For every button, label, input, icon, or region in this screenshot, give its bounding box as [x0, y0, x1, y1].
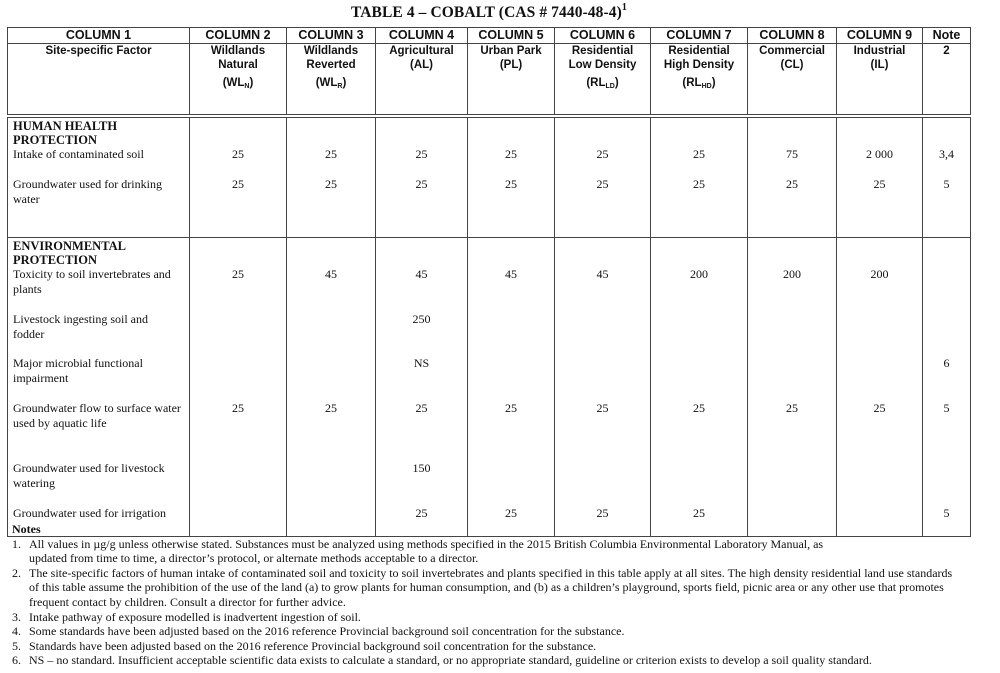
section-title-spacer [837, 118, 922, 147]
land-use-label: (AL) [410, 59, 433, 71]
value-column-cell [468, 116, 555, 238]
abbr-text: (WL [222, 77, 245, 89]
column-header: COLUMN 7 [651, 28, 748, 44]
section-title-spacer [555, 118, 650, 147]
section-title-spacer [468, 118, 554, 147]
land-use-label: Residential [668, 45, 730, 57]
land-use-label: Natural [218, 59, 258, 71]
note-text: Intake pathway of exposure modelled is inadvertent ingestion of soil. [29, 609, 361, 624]
standard-value: 25 [232, 401, 244, 415]
column-header: COLUMN 6 [555, 28, 651, 44]
note-text: Some standards have been adjusted based on the 2016 reference Provincial background soil concentration for the substance. [29, 624, 625, 639]
abbr-text: (WL [315, 77, 338, 89]
abbr-subscript: N [244, 83, 250, 90]
standard-value [837, 356, 922, 401]
column-header: COLUMN 4 [376, 28, 468, 44]
land-use-label: Low Density [568, 59, 637, 71]
standard-value: 250 [412, 312, 431, 326]
title-footnote-ref: 1 [621, 2, 628, 13]
column-header: COLUMN 2 [190, 28, 287, 44]
note-ref: 6 [943, 356, 950, 370]
land-use-label: (CL) [780, 59, 804, 71]
section-row [8, 116, 971, 238]
cobalt-standards-table [7, 27, 971, 537]
standard-value: 25 [873, 177, 886, 191]
standard-value: 25 [505, 401, 517, 415]
section-title-spacer [923, 118, 970, 147]
column-header: COLUMN 8 [748, 28, 837, 44]
factor-label: Groundwater used for irrigation [13, 506, 166, 520]
standard-value [287, 461, 375, 506]
column-header: COLUMN 9 [837, 28, 923, 44]
land-use-header [837, 44, 923, 117]
note-ref [923, 312, 970, 356]
standard-value [287, 312, 375, 356]
column-number-row [8, 28, 971, 44]
standard-value: 25 [232, 147, 244, 161]
note-text: All values in µg/g unless otherwise stated. Substances must be analyzed using methods specified in the 2015 British Columbia Environmental Laboratory Manual, as [29, 536, 824, 551]
land-use-header [8, 44, 190, 117]
standard-value: 25 [232, 267, 244, 281]
note-text-continued: updated from time to time, a director’s protocol, or alternate methods acceptable to a director. [29, 551, 479, 566]
land-use-label: High Density [663, 59, 735, 71]
standard-value: 25 [596, 506, 609, 520]
abbr-subscript: R [337, 83, 343, 90]
column-header: Note [923, 28, 971, 44]
table-title [0, 3, 978, 22]
land-use-label: Agricultural [389, 45, 454, 57]
note-item [12, 624, 987, 639]
note-ref: 3,4 [939, 147, 954, 161]
note-cell [923, 116, 971, 238]
column-header: COLUMN 5 [468, 28, 555, 44]
standard-value: 25 [693, 177, 705, 191]
standard-value: 25 [596, 401, 609, 415]
land-use-header [287, 44, 376, 117]
standard-value [468, 356, 554, 401]
standard-value: 25 [325, 147, 337, 161]
section-title-spacer [555, 238, 650, 267]
standard-value: 25 [596, 147, 609, 161]
standard-value [555, 356, 650, 401]
section-title-spacer [376, 238, 467, 267]
section-title-spacer [376, 118, 467, 147]
standard-value: 25 [415, 177, 428, 191]
value-column-cell [287, 238, 376, 537]
abbr-close: ) [249, 77, 254, 89]
standard-value: 25 [415, 147, 428, 161]
standard-value: 150 [412, 461, 431, 475]
land-use-label: Wildlands [303, 45, 359, 57]
notes-heading: Notes [12, 522, 41, 536]
column-header: COLUMN 3 [287, 28, 376, 44]
standard-value: 45 [596, 267, 609, 281]
standard-value: 45 [415, 267, 428, 281]
section-title-spacer [748, 238, 836, 267]
standard-value: 25 [325, 177, 337, 191]
standard-value: 25 [505, 506, 517, 520]
section-title-spacer [651, 238, 747, 267]
column-header: COLUMN 1 [8, 28, 190, 44]
standard-value [555, 312, 650, 356]
standard-value [651, 312, 747, 356]
section-title-spacer [190, 118, 286, 147]
note-text: NS – no standard. Insufficient acceptable scientific data exists to calculate a standard, or no appropriate standard, guideline or criterion exists to develop a soil quality standard. [29, 653, 872, 668]
standard-value: 25 [786, 401, 798, 415]
land-use-label: Industrial [853, 45, 906, 57]
note-ref: 5 [943, 177, 950, 191]
value-column-cell [555, 116, 651, 238]
land-use-header [651, 44, 748, 117]
standard-value [748, 356, 836, 401]
note-ref [923, 267, 970, 312]
value-column-cell [748, 116, 837, 238]
note-item [12, 653, 987, 668]
note-item [12, 610, 987, 625]
value-column-cell [837, 238, 923, 537]
land-use-label: 2 [943, 45, 950, 57]
standard-value: 25 [693, 506, 705, 520]
section-title-spacer [468, 238, 554, 267]
abbr-subscript: HD [701, 83, 712, 90]
abbr-subscript: LD [605, 83, 615, 90]
value-column-cell [190, 116, 287, 238]
abbr-close: ) [614, 77, 619, 89]
land-use-label: Site-specific Factor [45, 45, 152, 57]
value-column-cell [651, 238, 748, 537]
land-use-abbreviation [555, 76, 650, 94]
abbr-text: (RL [586, 77, 606, 89]
notes-list [12, 537, 987, 668]
standard-value [190, 356, 286, 401]
land-use-header [468, 44, 555, 117]
factor-label: Groundwater used for drinking water [13, 177, 162, 206]
notes-section [12, 522, 987, 668]
land-use-label: (PL) [499, 59, 523, 71]
standard-value: 25 [232, 177, 244, 191]
standard-value [190, 312, 286, 356]
land-use-abbreviation [651, 76, 747, 94]
value-column-cell [837, 116, 923, 238]
land-use-label: Wildlands [210, 45, 266, 57]
note-item [12, 639, 987, 654]
standard-value: 200 [783, 267, 801, 281]
note-number: 1. [12, 536, 21, 551]
section-title-line: ENVIRONMENTAL [13, 239, 126, 253]
value-column-cell [555, 238, 651, 537]
standard-value: 75 [786, 147, 798, 161]
value-column-cell [287, 116, 376, 238]
section-title-line: PROTECTION [13, 133, 98, 147]
section-row [8, 238, 971, 537]
factor-label: Livestock ingesting soil and fodder [13, 312, 148, 341]
standard-value: 25 [873, 401, 886, 415]
abbr-text: (RL [682, 77, 702, 89]
abbr-close: ) [711, 77, 716, 89]
factor-label: Toxicity to soil invertebrates and plants [13, 267, 171, 296]
standard-value [287, 356, 375, 401]
factor-cell [8, 116, 190, 238]
factor-cell [8, 238, 190, 537]
standard-value [748, 312, 836, 356]
value-column-cell [376, 238, 468, 537]
standard-value [651, 356, 747, 401]
section-title-spacer [923, 238, 970, 267]
land-use-header [748, 44, 837, 117]
note-ref: 5 [943, 506, 950, 520]
section-title-spacer [748, 118, 836, 147]
standard-value: 2 000 [866, 147, 893, 161]
value-column-cell [651, 116, 748, 238]
standard-value: 25 [415, 401, 428, 415]
land-use-header [190, 44, 287, 117]
value-column-cell [468, 238, 555, 537]
standard-value: 200 [870, 267, 889, 281]
note-text: Standards have been adjusted based on the 2016 reference Provincial background soil concentration for the substance. [29, 638, 597, 653]
standard-value [748, 461, 836, 506]
standard-value: 25 [415, 506, 428, 520]
note-item [12, 537, 987, 566]
note-ref [923, 461, 970, 506]
section-title-spacer [287, 118, 375, 147]
section-title-spacer [837, 238, 922, 267]
section-title-spacer [287, 238, 375, 267]
standard-value: 25 [786, 177, 798, 191]
note-item [12, 566, 987, 610]
standard-value: 45 [325, 267, 337, 281]
abbr-close: ) [342, 77, 347, 89]
standard-value [555, 461, 650, 506]
standard-value [190, 461, 286, 506]
standard-value: 45 [505, 267, 517, 281]
land-use-header [923, 44, 971, 117]
value-column-cell [190, 238, 287, 537]
standard-value: NS [413, 356, 430, 370]
section-title-line: PROTECTION [13, 253, 98, 267]
standard-value: 25 [325, 401, 337, 415]
standard-value: 25 [693, 147, 705, 161]
standard-value: 200 [690, 267, 708, 281]
land-use-header-row [8, 44, 971, 117]
land-use-label: Urban Park [480, 45, 542, 57]
value-column-cell [376, 116, 468, 238]
standard-value [468, 312, 554, 356]
section-title-spacer [190, 238, 286, 267]
land-use-abbreviation [190, 76, 286, 94]
note-number: 6. [12, 653, 21, 668]
land-use-header [555, 44, 651, 117]
standard-value: 25 [505, 147, 517, 161]
standard-value: 25 [505, 177, 517, 191]
note-number: 3. [12, 609, 21, 624]
note-cell [923, 238, 971, 537]
standard-value [837, 461, 922, 506]
section-title-spacer [651, 118, 747, 147]
note-number: 2. [12, 565, 21, 580]
land-use-label: Reverted [306, 59, 356, 71]
factor-label: Groundwater flow to surface water used by aquatic life [13, 401, 181, 430]
land-use-label: Residential [571, 45, 634, 57]
standard-value: 25 [693, 401, 705, 415]
note-text: The site-specific factors of human intake of contaminated soil and toxicity to soil invertebrates and plants specified in this table apply at all sites. The high density residential land use standards of this table assume the prohibition of the use of the land (a) to grow plants for human consumption, and (b) as a children’s playground, sports field, picnic area or any other use that promotes frequent contact by children. Consult a director for further advice. [29, 565, 953, 609]
section-title-line: HUMAN HEALTH [13, 119, 118, 133]
section-title [13, 118, 189, 147]
note-number: 5. [12, 638, 21, 653]
land-use-label: Commercial [759, 45, 825, 57]
table-title-text: TABLE 4 – COBALT (CAS # 7440-48-4) [350, 4, 622, 22]
note-ref: 5 [943, 401, 950, 415]
factor-label: Groundwater used for livestock watering [13, 461, 165, 490]
factor-label: Major microbial functional impairment [13, 356, 143, 385]
value-column-cell [748, 238, 837, 537]
standard-value [651, 461, 747, 506]
section-title [13, 238, 189, 267]
factor-label: Intake of contaminated soil [13, 147, 144, 161]
note-number: 4. [12, 624, 21, 639]
standard-value [837, 312, 922, 356]
land-use-header [376, 44, 468, 117]
land-use-label: (IL) [870, 59, 889, 71]
standard-value: 25 [596, 177, 609, 191]
land-use-abbreviation [287, 76, 375, 94]
standard-value [468, 461, 554, 506]
